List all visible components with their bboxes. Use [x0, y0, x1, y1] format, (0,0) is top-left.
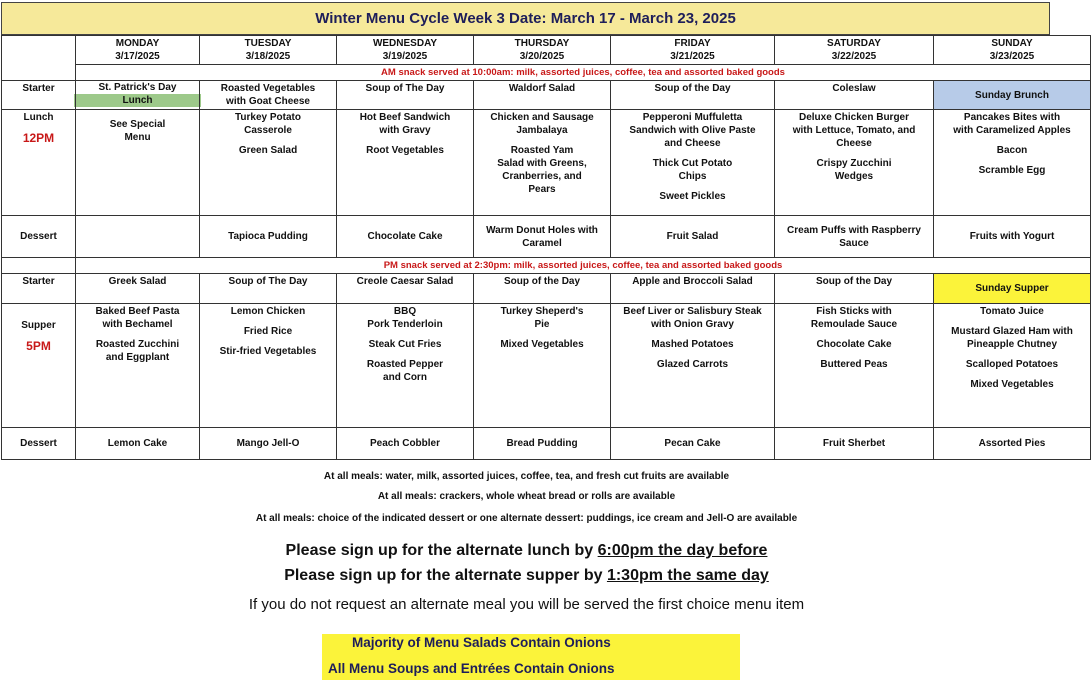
am-snack-text: AM snack served at 10:00am: milk, assorted juices, coffee, tea and assorted baked goods — [76, 65, 1091, 81]
sunday-brunch-label: Sunday Brunch — [934, 81, 1091, 110]
lunch-dessert-mon — [76, 216, 200, 258]
row-label-supper: Supper — [21, 320, 56, 331]
supper-wed: BBQ Pork Tenderloin Steak Cut Fries Roasted Pepper and Corn — [337, 304, 474, 428]
day-header-thursday: THURSDAY 3/20/2025 — [474, 36, 611, 65]
row-label-starter-supper: Starter — [2, 274, 76, 304]
lunch-starter-row: Starter St. Patrick's Day Lunch Roasted Vegetables with Goat Cheese Soup of The Day Waldorf Salad Soup of the Day Coleslaw Sunday Brunch — [2, 81, 1091, 110]
lunch-sat: Deluxe Chicken Burger with Lettuce, Tomato, and Cheese Crispy Zucchini Wedges — [775, 110, 934, 216]
supper-starter-thu: Soup of the Day — [474, 274, 611, 304]
default-meal-notice: If you do not request an alternate meal you will be served the first choice menu item — [248, 596, 805, 613]
supper-starter-fri: Apple and Broccoli Salad — [611, 274, 775, 304]
day-header-tuesday: TUESDAY 3/18/2025 — [200, 36, 337, 65]
supper-dessert-sat: Fruit Sherbet — [775, 428, 934, 460]
lunch-deadline: 6:00pm the day before — [597, 542, 768, 559]
supper-starter-wed: Creole Caesar Salad — [337, 274, 474, 304]
supper-thu: Turkey Sheperd's Pie Mixed Vegetables — [474, 304, 611, 428]
note-bread: At all meals: crackers, whole wheat bread or rolls are available — [377, 491, 676, 502]
supper-dessert-mon: Lemon Cake — [76, 428, 200, 460]
lunch-starter-wed: Soup of The Day — [337, 81, 474, 110]
lunch-dessert-sun: Fruits with Yogurt — [934, 216, 1091, 258]
pm-snack-row — [2, 258, 1091, 274]
menu-table — [1, 35, 1091, 460]
row-label-starter: Starter — [2, 81, 76, 110]
supper-sun: Tomato Juice Mustard Glazed Ham with Pineapple Chutney Scalloped Potatoes Mixed Vegetables — [934, 304, 1091, 428]
supper-dessert-fri: Pecan Cake — [611, 428, 775, 460]
lunch-wed: Hot Beef Sandwich with Gravy Root Vegetables — [337, 110, 474, 216]
lunch-starter-mon: St. Patrick's Day — [98, 82, 177, 93]
alternate-lunch-notice: Please sign up for the alternate lunch by 6:00pm the day before — [285, 542, 768, 559]
supper-mon: Baked Beef Pasta with Bechamel Roasted Zucchini and Eggplant — [76, 304, 200, 428]
sunday-supper-label: Sunday Supper — [934, 274, 1091, 304]
lunch-dessert-row — [2, 216, 1091, 258]
supper-starter-tue: Soup of The Day — [200, 274, 337, 304]
supper-tue: Lemon Chicken Fried Rice Stir-fried Vegetables — [200, 304, 337, 428]
lunch-starter-mon-extra: Lunch — [74, 94, 201, 107]
row-label-dessert-supper: Dessert — [2, 428, 76, 460]
supper-fri: Beef Liver or Salisbury Steak with Onion Gravy Mashed Potatoes Glazed Carrots — [611, 304, 775, 428]
supper-time: 5PM — [26, 339, 51, 353]
supper-row — [2, 304, 1091, 428]
lunch-thu: Chicken and Sausage Jambalaya Roasted Yam Salad with Greens, Cranberries, and Pears — [474, 110, 611, 216]
day-header-monday: MONDAY 3/17/2025 — [76, 36, 200, 65]
supper-starter-sat: Soup of the Day — [775, 274, 934, 304]
day-header-sunday: SUNDAY 3/23/2025 — [934, 36, 1091, 65]
note-dessert: At all meals: choice of the indicated dessert or one alternate dessert: puddings, ice cream and Jell-O are available — [255, 513, 798, 524]
day-header-row — [2, 36, 1091, 65]
lunch-dessert-wed: Chocolate Cake — [337, 216, 474, 258]
lunch-dessert-sat: Cream Puffs with Raspberry Sauce — [775, 216, 934, 258]
lunch-tue: Turkey Potato Casserole Green Salad — [200, 110, 337, 216]
supper-starter-mon: Greek Salad — [76, 274, 200, 304]
supper-dessert-wed: Peach Cobbler — [337, 428, 474, 460]
supper-dessert-row — [2, 428, 1091, 460]
supper-sat: Fish Sticks with Remoulade Sauce Chocolate Cake Buttered Peas — [775, 304, 934, 428]
lunch-fri: Pepperoni Muffuletta Sandwich with Olive Paste and Cheese Thick Cut Potato Chips Sweet Pickles — [611, 110, 775, 216]
day-header-saturday: SATURDAY 3/22/2025 — [775, 36, 934, 65]
lunch-starter-tue: Roasted Vegetables — [220, 83, 316, 94]
row-label-lunch: Lunch — [23, 112, 54, 123]
onion-soups-warning: All Menu Soups and Entrées Contain Onions — [328, 661, 615, 676]
menu-title: Winter Menu Cycle Week 3 Date: March 17 - March 23, 2025 — [1, 2, 1050, 35]
day-header-friday: FRIDAY 3/21/2025 — [611, 36, 775, 65]
lunch-mon: See Special Menu — [76, 110, 200, 216]
lunch-starter-fri: Soup of the Day — [611, 81, 775, 110]
supper-deadline: 1:30pm the same day — [606, 567, 769, 584]
am-snack-row — [2, 65, 1091, 81]
alternate-supper-notice: Please sign up for the alternate supper by 1:30pm the same day — [284, 567, 769, 584]
lunch-time: 12PM — [22, 131, 55, 145]
note-beverages: At all meals: water, milk, assorted juices, coffee, tea, and fresh cut fruits are available — [323, 471, 730, 482]
lunch-starter-thu: Waldorf Salad — [474, 81, 611, 110]
lunch-row — [2, 110, 1091, 216]
lunch-dessert-fri: Fruit Salad — [611, 216, 775, 258]
pm-snack-text: PM snack served at 2:30pm: milk, assorted juices, coffee, tea and assorted baked goods — [76, 258, 1091, 274]
row-label-dessert-lunch: Dessert — [2, 216, 76, 258]
day-header-wednesday: WEDNESDAY 3/19/2025 — [337, 36, 474, 65]
onion-salads-warning: Majority of Menu Salads Contain Onions — [352, 635, 611, 650]
lunch-starter-sat: Coleslaw — [775, 81, 934, 110]
supper-dessert-sun: Assorted Pies — [934, 428, 1091, 460]
lunch-dessert-tue: Tapioca Pudding — [200, 216, 337, 258]
lunch-sun: Pancakes Bites with with Caramelized Apples Bacon Scramble Egg — [934, 110, 1091, 216]
supper-starter-row — [2, 274, 1091, 304]
supper-dessert-thu: Bread Pudding — [474, 428, 611, 460]
lunch-dessert-thu: Warm Donut Holes with Caramel — [474, 216, 611, 258]
supper-dessert-tue: Mango Jell-O — [200, 428, 337, 460]
